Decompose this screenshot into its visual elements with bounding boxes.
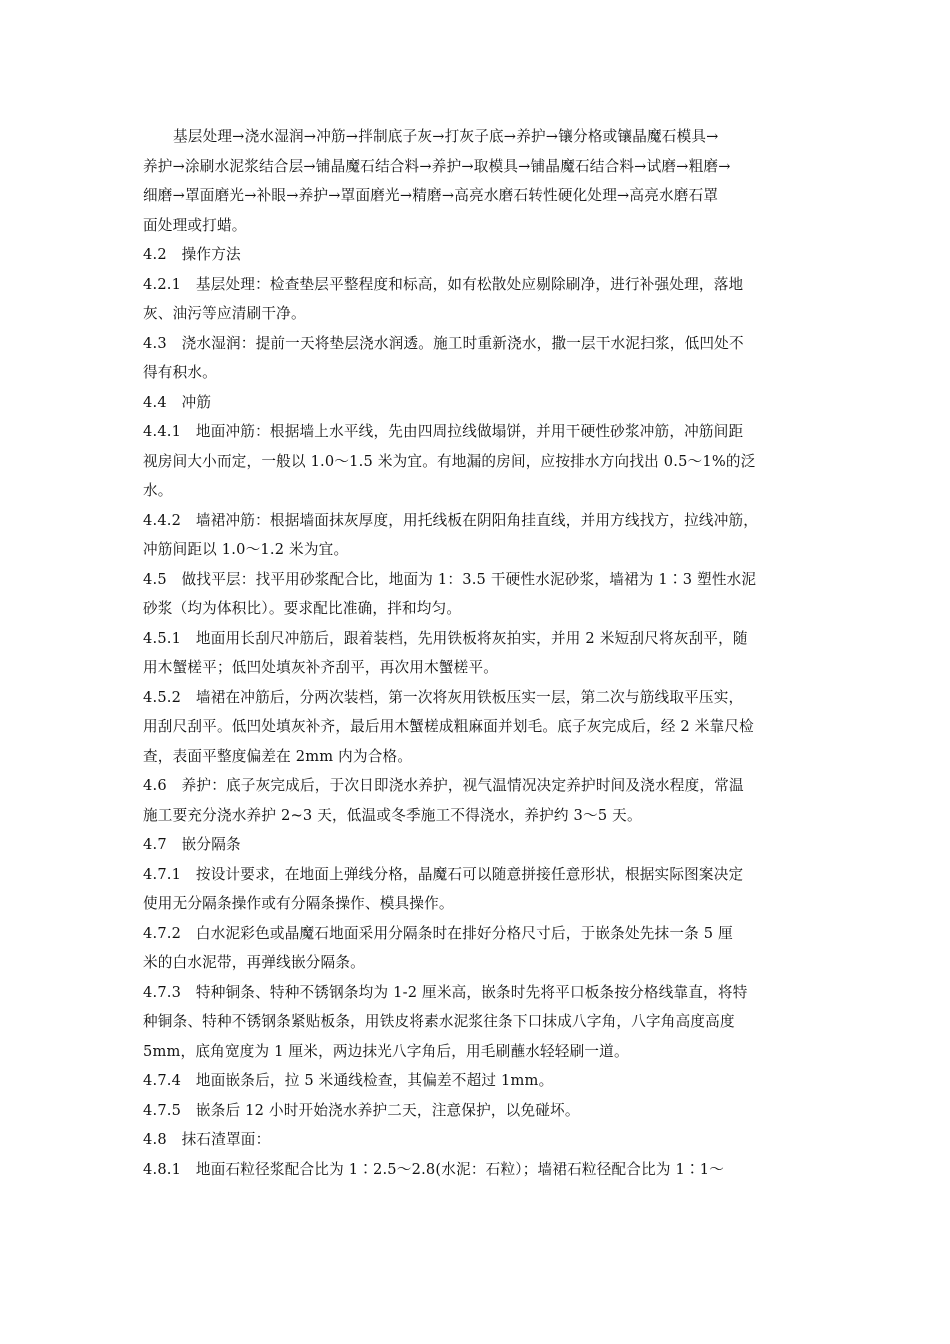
paragraph-4-5-2-line-1: 4.5.2 墙裙在冲筋后，分两次装档，第一次将灰用铁板压实一层，第二次与筋线取平压实， (143, 688, 744, 706)
paragraph-4-8-1-line-1: 4.8.1 地面石粒径浆配合比为 1∶2.5～2.8(水泥：石粒）；墙裙石粒径配合比为 1∶1～ (143, 1160, 725, 1178)
paragraph-4-4-2-line-2: 冲筋间距以 1.0～1.2 米为宜。 (143, 541, 349, 558)
paragraph-4-3-line-2: 得有积水。 (143, 364, 217, 381)
paragraph-4-7-1-line-1: 4.7.1 按设计要求，在地面上弹线分格，晶魔石可以随意拼接任意形状，根据实际图案决定 (143, 865, 744, 883)
paragraph-4-3-line-1: 4.3 浇水湿润：提前一天将垫层浇水润透。施工时重新浇水，撒一层干水泥扫浆，低凹处不 (143, 334, 744, 352)
paragraph-4-7-5: 4.7.5 嵌条后 12 小时开始浇水养护二天，注意保护，以免碰坏。 (143, 1101, 580, 1119)
paragraph-4-5-1-line-1: 4.5.1 地面用长刮尺冲筋后，跟着装档，先用铁板将灰拍实，并用 2 米短刮尺将灰刮平，随 (143, 629, 748, 647)
paragraph-4-5-line-1: 4.5 做找平层：找平用砂浆配合比，地面为 1：3.5 干硬性水泥砂浆，墙裙为 1∶3 塑性水泥 (143, 570, 757, 588)
paragraph-4-2-1-line-2: 灰、油污等应清刷干净。 (143, 305, 306, 322)
section-heading-4-7: 4.7 嵌分隔条 (143, 836, 241, 853)
paragraph-4-5-2-line-3: 查，表面平整度偏差在 2mm 内为合格。 (143, 747, 413, 765)
paragraph-4-5-1-line-2: 用木蟹槎平；低凹处填灰补齐刮平，再次用木蟹槎平。 (143, 659, 499, 676)
paragraph-4-5-line-2: 砂浆（均为体积比）。要求配比准确，拌和均匀。 (143, 600, 462, 617)
paragraph-4-6-line-2: 施工要充分浇水养护 2~3 天，低温或冬季施工不得浇水，养护约 3～5 天。 (143, 806, 642, 824)
paragraph-4-7-3-line-2: 种铜条、特种不锈钢条紧贴板条，用铁皮将素水泥浆往条下口抹成八字角，八字角高度高度 (143, 1013, 735, 1030)
process-flow-line-3: 细磨→罩面磨光→补眼→养护→罩面磨光→精磨→高亮水磨石转性硬化处理→高亮水磨石罩 (143, 187, 719, 204)
process-flow-line-2: 养护→涂刷水泥浆结合层→铺晶魔石结合料→养护→取模具→铺晶魔石结合料→试磨→粗磨→ (143, 157, 731, 175)
paragraph-4-4-1-line-2: 视房间大小而定，一般以 1.0～1.5 米为宜。有地漏的房间，应按排水方向找出 0.5～1%的泛 (143, 452, 756, 470)
process-flow-line-4: 面处理或打蜡。 (143, 216, 247, 234)
process-flow-line-1: 基层处理→浇水湿润→冲筋→拌制底子灰→打灰子底→养护→镶分格或镶晶魔石模具→ (173, 128, 719, 145)
paragraph-4-7-1-line-2: 使用无分隔条操作或有分隔条操作、模具操作。 (143, 895, 454, 912)
paragraph-4-7-3-line-3: 5mm，底角宽度为 1 厘米，两边抹光八字角后，用毛刷蘸水轻轻刷一道。 (143, 1042, 629, 1060)
document-body (143, 122, 809, 1184)
paragraph-4-4-2-line-1: 4.4.2 墙裙冲筋：根据墙面抹灰厚度，用托线板在阴阳角挂直线，并用方线找方，拉线冲筋， (143, 511, 759, 529)
section-heading-4-2: 4.2 操作方法 (143, 246, 241, 263)
paragraph-4-4-1-line-3: 水。 (143, 482, 173, 499)
section-heading-4-4: 4.4 冲筋 (143, 393, 212, 411)
section-heading-4-8: 4.8 抹石渣罩面： (143, 1131, 271, 1148)
paragraph-4-2-1-line-1: 4.2.1 基层处理：检查垫层平整程度和标高，如有松散处应剔除刷净，进行补强处理，落地 (143, 275, 744, 293)
paragraph-4-6-line-1: 4.6 养护：底子灰完成后，于次日即浇水养护，视气温情况决定养护时间及浇水程度，常温 (143, 777, 744, 794)
paragraph-4-7-2-line-1: 4.7.2 白水泥彩色或晶魔石地面采用分隔条时在排好分格尺寸后，于嵌条处先抹一条 5 厘 (143, 924, 733, 942)
paragraph-4-7-3-line-1: 4.7.3 特种铜条、特种不锈钢条均为 1-2 厘米高，嵌条时先将平口板条按分格线靠直，将特 (143, 983, 748, 1001)
paragraph-4-7-4: 4.7.4 地面嵌条后，拉 5 米通线检查，其偏差不超过 1mm。 (143, 1072, 554, 1089)
paragraph-4-5-2-line-2: 用刮尺刮平。低凹处填灰补齐，最后用木蟹槎成粗麻面并划毛。底子灰完成后，经 2 米靠尺检 (143, 718, 754, 735)
paragraph-4-4-1-line-1: 4.4.1 地面冲筋：根据墙上水平线，先由四周拉线做塌饼，并用干硬性砂浆冲筋，冲筋间距 (143, 423, 744, 440)
paragraph-4-7-2-line-2: 米的白水泥带，再弹线嵌分隔条。 (143, 954, 365, 971)
